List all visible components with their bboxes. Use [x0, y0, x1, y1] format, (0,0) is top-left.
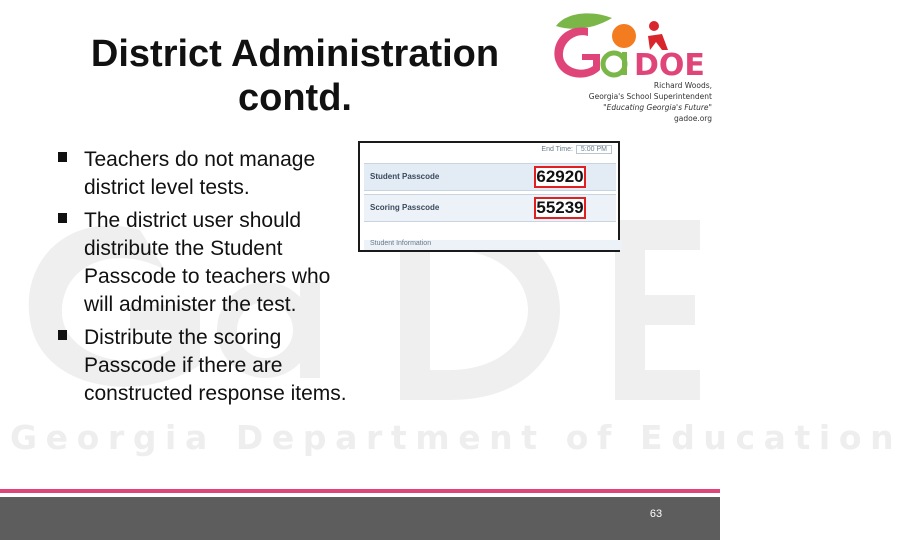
svg-text:DOE: DOE [634, 48, 705, 83]
square-bullet-icon [58, 213, 67, 223]
student-passcode-label: Student Passcode [370, 172, 440, 181]
student-passcode-row [364, 163, 616, 191]
scoring-passcode-row [364, 194, 616, 222]
logo-letter-g [554, 28, 600, 78]
student-passcode-value: 62920 [534, 166, 586, 188]
bullet-item [58, 207, 358, 319]
scoring-passcode-value: 55239 [534, 197, 586, 219]
end-time [541, 145, 612, 154]
watermark-text: Georgia Department of Education [10, 418, 902, 457]
leaf-icon [556, 13, 612, 28]
caption-quote: "Educating Georgia's Future" [603, 103, 712, 112]
footer-bar [0, 497, 720, 540]
page-number: 63 [649, 508, 663, 520]
bullet-item [58, 146, 358, 202]
slide-title [40, 32, 550, 120]
student-information-section: Student Information [364, 240, 622, 250]
gadoe-logo [548, 6, 716, 86]
title-line-1: District Administration [90, 33, 500, 75]
apple-icon [612, 24, 636, 48]
bullet-item [58, 324, 358, 408]
square-bullet-icon [58, 330, 67, 340]
bullet-text: The district user should distribute the Student Passcode to teachers who will administer the test. [84, 209, 331, 316]
square-bullet-icon [58, 152, 67, 162]
caption-url: gadoe.org [673, 114, 712, 123]
end-time-label: End Time: [541, 146, 573, 153]
passcode-screenshot [358, 141, 620, 252]
end-time-value: 5:00 PM [576, 145, 612, 154]
caption-role: Georgia's School Superintendent [588, 92, 712, 101]
caption-name: Richard Woods, [653, 81, 712, 90]
bullet-list [58, 146, 358, 413]
scoring-passcode-label: Scoring Passcode [370, 203, 440, 212]
accent-divider [0, 489, 720, 493]
bullet-text: Teachers do not manage district level tests. [84, 148, 316, 199]
title-line-2: contd. [238, 77, 352, 119]
logo-caption [589, 80, 712, 124]
bullet-text: Distribute the scoring Passcode if there are constructed response items. [84, 326, 347, 405]
